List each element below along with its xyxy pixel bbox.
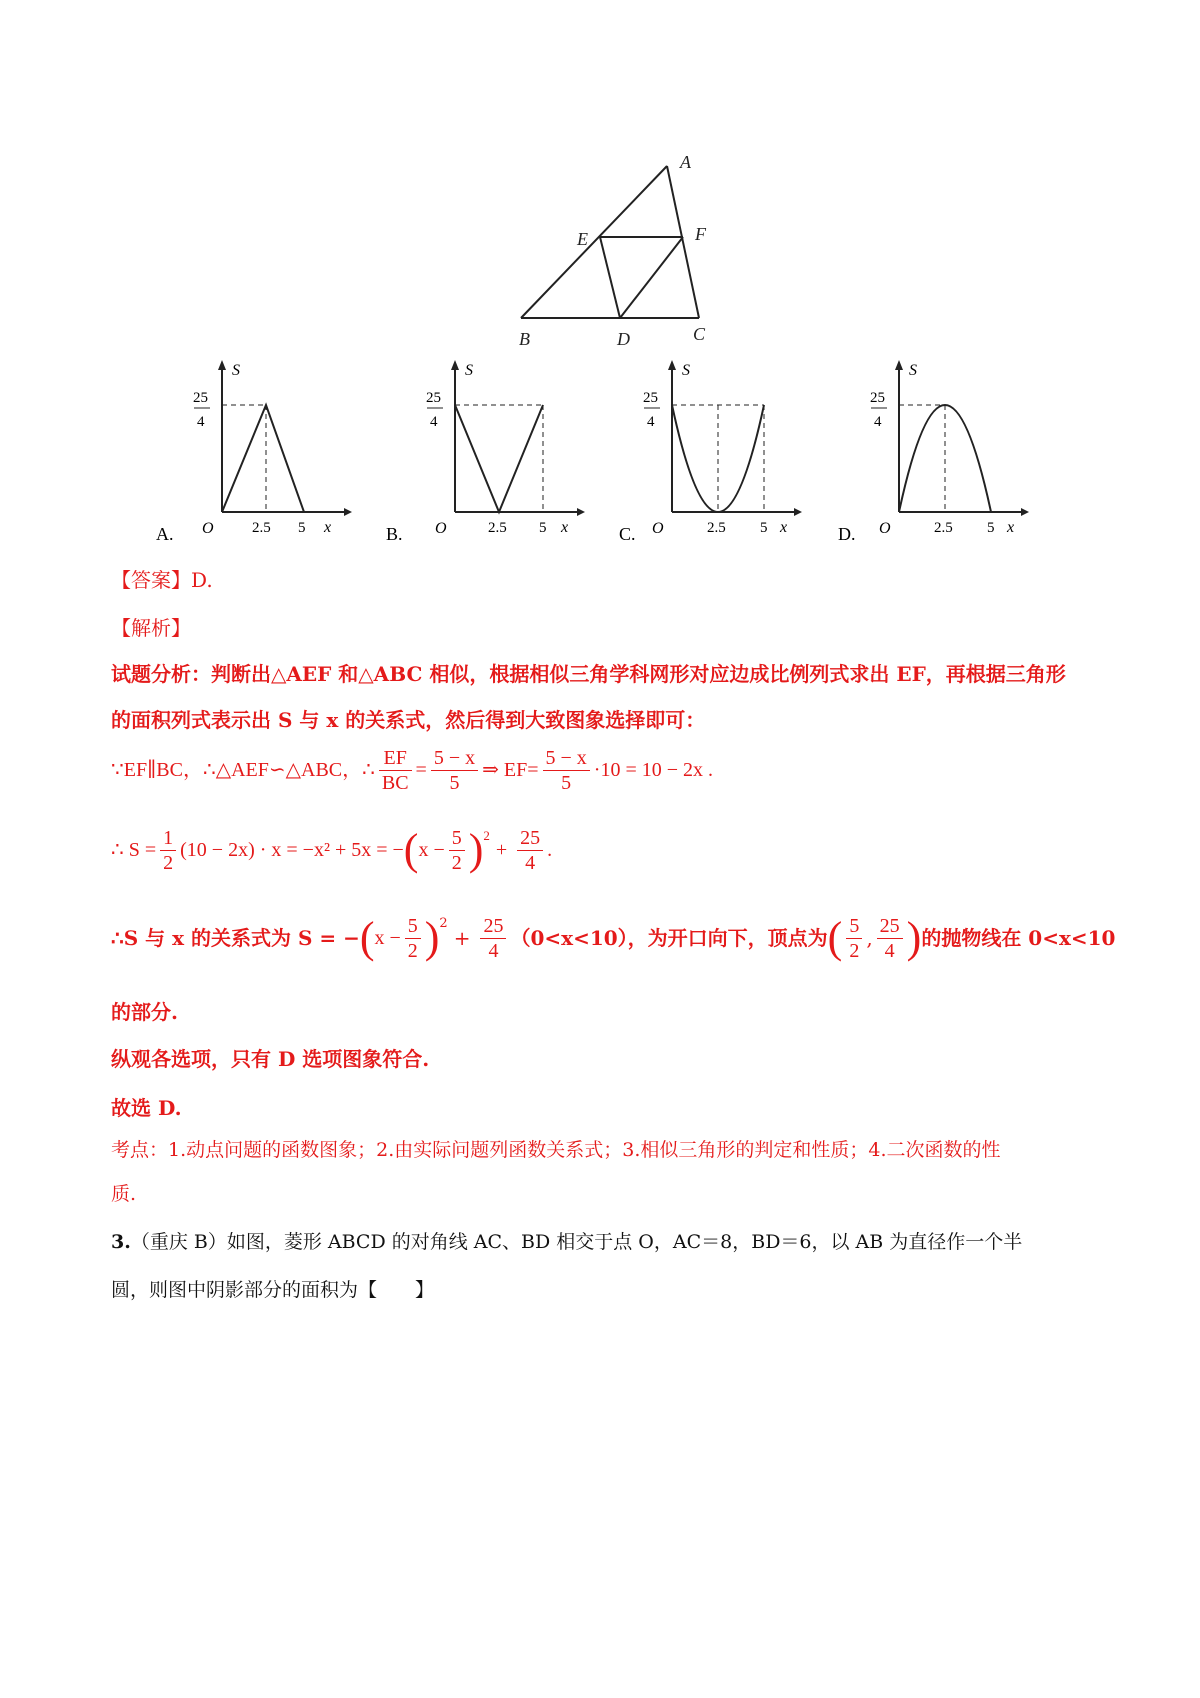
label-e: E bbox=[577, 229, 588, 249]
eq1-frac2 bbox=[431, 746, 478, 795]
analysis-label: 【解析】 bbox=[111, 616, 191, 640]
graph-option-d bbox=[870, 360, 1029, 537]
question-3-line2: 圆，则图中阴影部分的面积为【 】 bbox=[111, 1279, 435, 1301]
y-tick-den: 4 bbox=[647, 414, 655, 430]
frac-num: 5 − x bbox=[543, 746, 590, 771]
frac-den: 5 bbox=[561, 771, 572, 794]
answer-label: 【答案】 bbox=[111, 568, 191, 592]
eq1-mid: ⇒ EF= bbox=[482, 759, 539, 781]
y-tick-den: 4 bbox=[430, 414, 438, 430]
y-tick-num: 25 bbox=[643, 390, 658, 406]
frac-den: 4 bbox=[488, 939, 499, 962]
kaodian-line2: 质. bbox=[111, 1183, 137, 1205]
label-f: F bbox=[695, 224, 706, 244]
option-d-label: D. bbox=[838, 524, 856, 544]
eq2-frac bbox=[449, 826, 465, 875]
analysis-line2: 的面积列式表示出 S 与 x 的关系式，然后得到大致图象选择即可： bbox=[111, 708, 706, 732]
eq1-frac1 bbox=[379, 746, 412, 795]
frac-num: 25 bbox=[877, 914, 903, 939]
graph-option-a bbox=[193, 360, 352, 537]
frac-den: 2 bbox=[451, 851, 462, 874]
question-3-line1 bbox=[111, 1228, 1022, 1256]
analysis-part: 的部分. bbox=[111, 1000, 178, 1024]
frac-num: 25 bbox=[480, 914, 506, 939]
eq2-square: 2 bbox=[483, 828, 490, 843]
answer-line bbox=[111, 566, 213, 594]
axis-s: S bbox=[465, 362, 473, 379]
segment-ab bbox=[521, 166, 667, 318]
frac-num: 5 bbox=[405, 914, 421, 939]
graph-option-b bbox=[426, 360, 585, 537]
x-tick-mid: 2.5 bbox=[488, 520, 507, 536]
origin: O bbox=[435, 520, 447, 537]
y-tick-den: 4 bbox=[197, 414, 205, 430]
y-tick-num: 25 bbox=[870, 390, 885, 406]
eq3-plus: + bbox=[453, 926, 471, 950]
question-number: 3. bbox=[111, 1231, 131, 1253]
frac-num: 5 − x bbox=[431, 746, 478, 771]
kaodian-line1: 考点：1.动点问题的函数图象；2.由实际问题列函数关系式；3.相似三角形的判定和性质；4.二次函数的性 bbox=[111, 1139, 1001, 1161]
label-c: C bbox=[693, 324, 706, 344]
frac-den: 2 bbox=[163, 851, 174, 874]
axis-x: x bbox=[561, 519, 569, 536]
segment-ed bbox=[600, 237, 620, 318]
frac-num: EF bbox=[379, 746, 412, 771]
equation-2: ∴ S = $\frac{1}{2}$ (10 − 2x) · x = −x² + 5x = − ( x − $\frac{5}{2}$ ) $^2$ + $\frac{25}{4}$ . bbox=[111, 818, 552, 882]
frac-num: 5 bbox=[846, 914, 862, 939]
axis-x: x bbox=[780, 519, 788, 536]
eq2-end: . bbox=[547, 839, 553, 861]
frac-den: 4 bbox=[884, 939, 895, 962]
eq3-tail: 的抛物线在 0<x<10 bbox=[921, 926, 1116, 950]
analysis-line1: 试题分析：判断出△AEF 和△ABC 相似，根据相似三角学科网形对应边成比例列式求出 EF，再根据三角形 bbox=[111, 662, 1066, 686]
eq2-plus: + bbox=[495, 839, 508, 861]
eq3-vertex-y bbox=[877, 914, 903, 963]
axis-x: x bbox=[1007, 519, 1015, 536]
frac-den: 2 bbox=[407, 939, 418, 962]
eq2-prefix: ∴ S = bbox=[111, 839, 157, 861]
frac-num: 25 bbox=[517, 826, 543, 851]
y-tick-num: 25 bbox=[426, 390, 441, 406]
equation-1: ∵EF∥BC，∴△AEF∽△ABC，∴ $\frac{EF}{BC}$ = $\frac{5 - x}{5}$ ⇒ EF= $\frac{5 - x}{5}$ ·10 = 10 − 2x . bbox=[111, 746, 713, 794]
label-a: A bbox=[680, 152, 691, 172]
eq3-vertex-x bbox=[846, 914, 862, 963]
option-c-label: C. bbox=[619, 524, 636, 544]
x-tick-end: 5 bbox=[539, 520, 547, 536]
analysis-choose: 故选 D. bbox=[111, 1096, 182, 1120]
option-a-label: A. bbox=[156, 524, 174, 544]
origin: O bbox=[652, 520, 664, 537]
eq2-const bbox=[517, 826, 543, 875]
eq3-prefix: ∴S 与 x 的关系式为 S = − bbox=[111, 926, 360, 950]
x-tick-mid: 2.5 bbox=[934, 520, 953, 536]
eq3-comma: , bbox=[866, 926, 873, 950]
x-tick-end: 5 bbox=[298, 520, 306, 536]
x-tick-mid: 2.5 bbox=[252, 520, 271, 536]
eq2-paren-in: x − bbox=[418, 839, 445, 861]
frac-den: 5 bbox=[449, 771, 460, 794]
label-d: D bbox=[617, 329, 630, 349]
axis-s: S bbox=[232, 362, 240, 379]
axis-s: S bbox=[909, 362, 917, 379]
segment-fd bbox=[620, 237, 683, 318]
frac-den: 2 bbox=[849, 939, 860, 962]
analysis-conclude: 纵观各选项，只有 D 选项图象符合. bbox=[111, 1047, 430, 1071]
eq2-mid: (10 − 2x) · x = −x² + 5x = − bbox=[180, 839, 404, 861]
eq3-const bbox=[480, 914, 506, 963]
x-tick-end: 5 bbox=[987, 520, 995, 536]
y-tick-num: 25 bbox=[193, 390, 208, 406]
x-tick-end: 5 bbox=[760, 520, 768, 536]
graph-option-c bbox=[643, 360, 802, 537]
y-tick-den: 4 bbox=[874, 414, 882, 430]
eq3-range: （0<x<10），为开口向下，顶点为 bbox=[510, 926, 828, 950]
question-text: （重庆 B）如图，菱形 ABCD 的对角线 AC、BD 相交于点 O，AC＝8，BD＝6，以 AB 为直径作一个半 bbox=[130, 1231, 1023, 1253]
frac-den: 4 bbox=[525, 851, 536, 874]
eq1-prefix: ∵EF∥BC，∴△AEF∽△ABC，∴ bbox=[111, 759, 375, 781]
x-tick-mid: 2.5 bbox=[707, 520, 726, 536]
axis-x: x bbox=[324, 519, 332, 536]
label-b: B bbox=[519, 329, 530, 349]
eq1-tail: ·10 = 10 − 2x . bbox=[593, 759, 713, 781]
origin: O bbox=[879, 520, 891, 537]
option-b-label: B. bbox=[386, 524, 403, 544]
triangle-figure bbox=[0, 0, 1200, 560]
axis-s: S bbox=[682, 362, 690, 379]
eq3-frac bbox=[405, 914, 421, 963]
frac-den: BC bbox=[381, 771, 409, 794]
eq2-half bbox=[160, 826, 176, 875]
frac-num: 5 bbox=[449, 826, 465, 851]
equation-3: ∴S 与 x 的关系式为 S = − ( x − $\frac{5}{2}$ ) $^2$ + $\frac{25}{4}$ （0<x<10），为开口向下，顶点为 ( $\frac{5}{2}$ , $\frac{25}{4}$ ) 的抛物线在 0<x<10 bbox=[111, 906, 1115, 970]
answer-value: D. bbox=[191, 568, 213, 592]
eq1-frac3 bbox=[543, 746, 590, 795]
eq3-paren-in: x − bbox=[374, 927, 401, 949]
frac-num: 1 bbox=[160, 826, 176, 851]
eq3-square: 2 bbox=[439, 916, 448, 931]
origin: O bbox=[202, 520, 214, 537]
